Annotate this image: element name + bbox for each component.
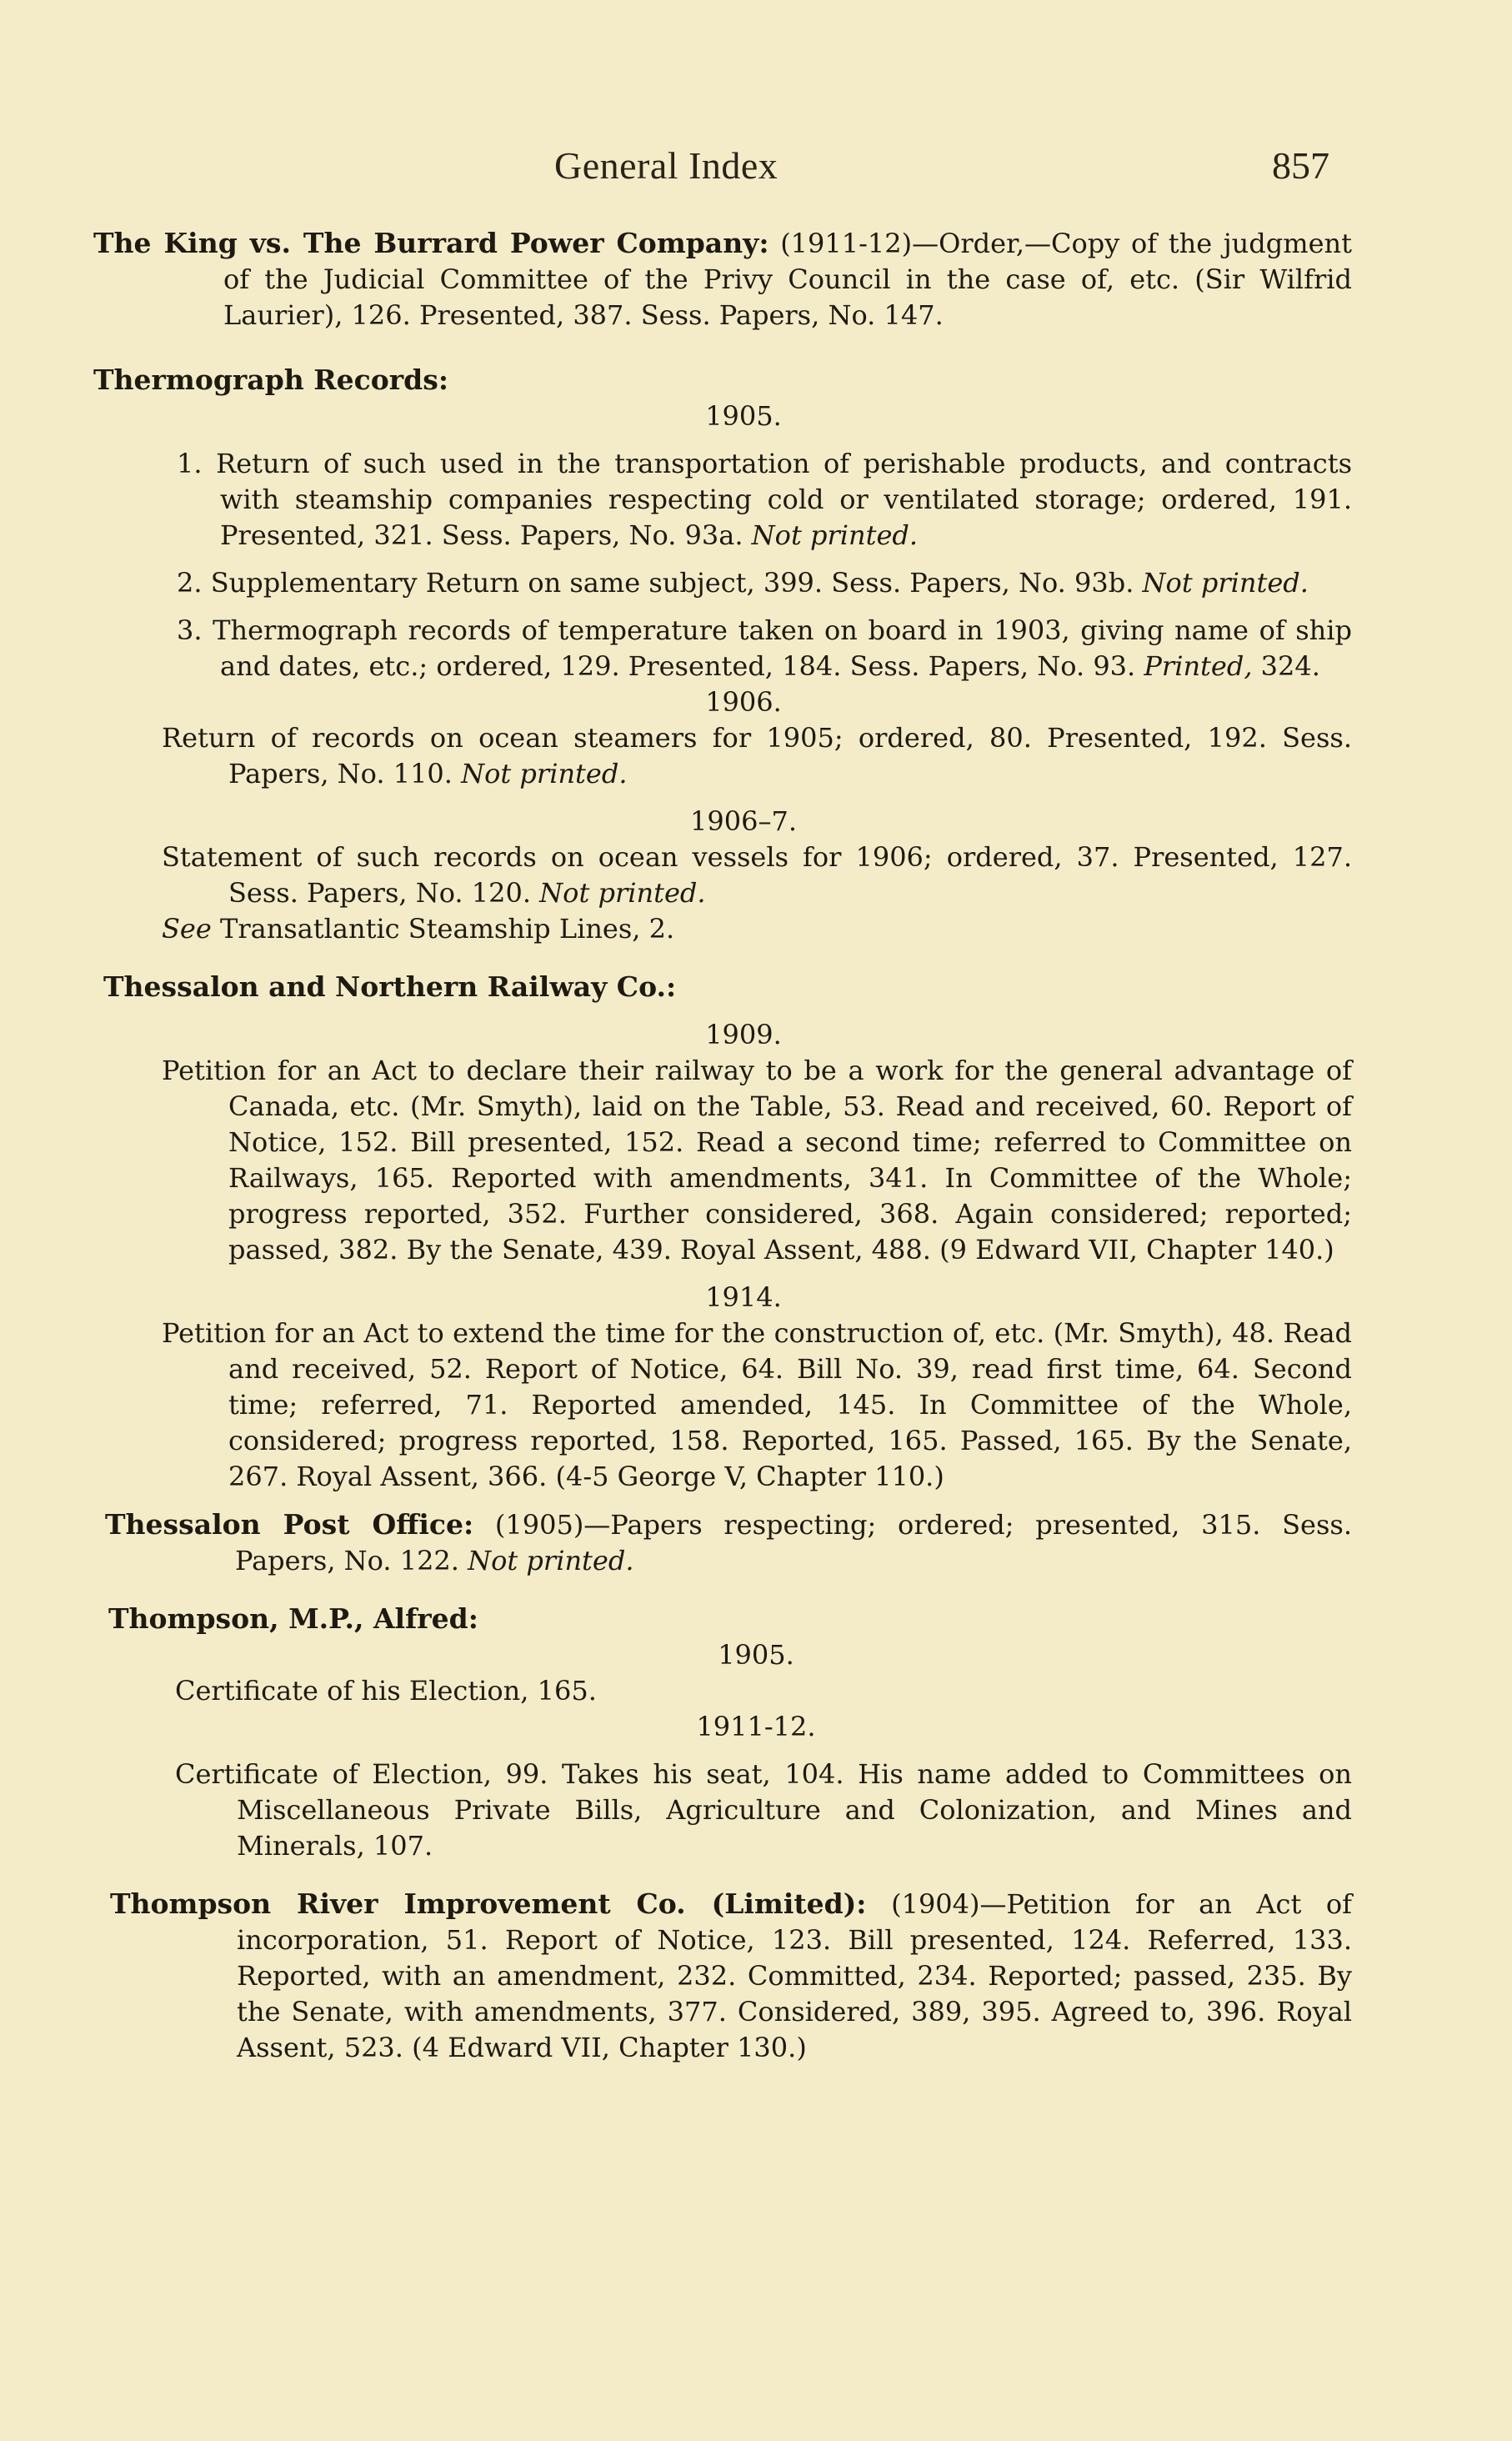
list-item <box>93 720 1352 792</box>
list-item <box>93 1053 1352 1268</box>
see-label: See <box>162 913 212 945</box>
entry-heading: Thompson, M.P., Alfred: <box>108 1602 478 1635</box>
entry-thermograph-heading <box>93 362 1352 398</box>
year-label: 1905. <box>705 400 782 432</box>
entry-text: (1904)—Petition for an Act of incorporation, 51. Report of Notice, 123. Bill presented, 124. Referred, 133. Reported, with an amendment, 232. Committed, 234. Reported; passed, 235. By the Senate, with amendments, 377. Considered, 389, 395. Agreed to, 396. Royal Assent, 523. (4 Edward VII, Chapter 130.) <box>237 1888 1353 2063</box>
entry-king-burrard <box>93 225 1352 333</box>
print-note: Not printed. <box>1142 567 1309 599</box>
item-tail: 324. <box>1260 650 1320 682</box>
entry-thessalon-railway-heading <box>93 969 1352 1005</box>
running-title: General Index <box>554 144 779 187</box>
year-label: 1909. <box>705 1019 782 1050</box>
list-item <box>93 840 1352 911</box>
page-number: 857 <box>1272 144 1329 187</box>
print-note: Not printed. <box>751 519 919 551</box>
entry-heading: The King vs. The Burrard Power Company: <box>93 227 769 259</box>
print-note: Not printed. <box>539 877 706 909</box>
entry-heading: Thessalon Post Office: <box>105 1508 474 1541</box>
print-note: Not printed. <box>468 1545 634 1576</box>
entry-heading: Thermograph Records: <box>93 363 449 396</box>
entry-thompson-river <box>93 1886 1352 2066</box>
list-item <box>93 1673 1352 1709</box>
item-text: Statement of such records on ocean vessels for 1906; ordered, 37. Presented, 127. Sess. Papers, No. 120. <box>162 841 1352 909</box>
item-text: Supplementary Return on same subject, 399. Sess. Papers, No. 93b. <box>210 567 1134 599</box>
year-label: 1905. <box>718 1639 794 1671</box>
list-item <box>93 446 1352 554</box>
item-text: Certificate of Election, 99. Takes his seat, 104. His name added to Committees on Miscellaneous Private Bills, Agriculture and Colonization, and Mines and Minerals, 107. <box>175 1758 1352 1862</box>
item-text: Petition for an Act to extend the time for the construction of, etc. (Mr. Smyth), 48. Read and received, 52. Report of Notice, 64. Bill No. 39, read first time, 64. Second time; referred, 71. Reported amended, 145. In Committee of the Whole, considered; progress reported, 158. Reported, 165. Passed, 165. By the Senate, 267. Royal Assent, 366. (4-5 George V, Chapter 110.) <box>162 1317 1352 1492</box>
year-label: 1906. <box>705 686 782 718</box>
year-label: 1914. <box>705 1281 782 1313</box>
item-text: Certificate of his Election, 165. <box>175 1675 597 1707</box>
see-also <box>93 911 1352 947</box>
item-number: 2. <box>177 567 203 599</box>
entry-heading: Thompson River Improvement Co. (Limited): <box>110 1887 867 1920</box>
see-text: Transatlantic Steamship Lines, 2. <box>219 913 675 945</box>
entry-text: (1911-12)—Order,—Copy of the judgment of the Judicial Committee of the Privy Council in the case of, etc. (Sir Wilfrid Laurier), 126. Presented, 387. Sess. Papers, No. 147. <box>223 228 1353 331</box>
entry-thessalon-post <box>93 1506 1352 1579</box>
print-note: Not printed. <box>461 758 628 789</box>
item-number: 3. <box>177 614 203 646</box>
item-text: Thermograph records of temperature taken on board in 1903, giving name of ship and dates, etc.; ordered, 129. Presented, 184. Sess. Papers, No. 93. <box>213 614 1353 682</box>
year-label: 1911-12. <box>696 1711 816 1742</box>
list-item <box>93 1757 1352 1864</box>
page-header <box>0 143 1512 193</box>
item-text: Return of records on ocean steamers for 1905; ordered, 80. Presented, 192. Sess. Papers, No. 110. <box>162 722 1352 789</box>
entry-thompson-alfred-heading <box>93 1601 1352 1637</box>
index-content <box>93 225 1352 2066</box>
year-label: 1906–7. <box>690 805 797 837</box>
entry-text: (1905)—Papers respecting; ordered; presented, 315. Sess. Papers, No. 122. <box>235 1509 1353 1576</box>
print-note: Printed, <box>1144 650 1253 682</box>
list-item <box>93 565 1352 601</box>
item-text: Petition for an Act to declare their railway to be a work for the general advantage of Canada, etc. (Mr. Smyth), laid on the Table, 53. Read and received, 60. Report of Notice, 152. Bill presented, 152. Read a second time; referred to Committee on Railways, 165. Reported with amendments, 341. In Committee of the Whole; progress reported, 352. Further considered, 368. Again considered; reported; passed, 382. By the Senate, 439. Royal Assent, 488. (9 Edward VII, Chapter 140.) <box>162 1055 1352 1266</box>
item-number: 1. <box>177 448 203 479</box>
item-text: Return of such used in the transportation of perishable products, and contracts with steamship companies respecting cold or ventilated storage; ordered, 191. Presented, 321. Sess. Papers, No. 93a. <box>216 448 1353 551</box>
list-item <box>93 613 1352 684</box>
list-item <box>93 1316 1352 1495</box>
entry-heading: Thessalon and Northern Railway Co.: <box>103 970 677 1003</box>
